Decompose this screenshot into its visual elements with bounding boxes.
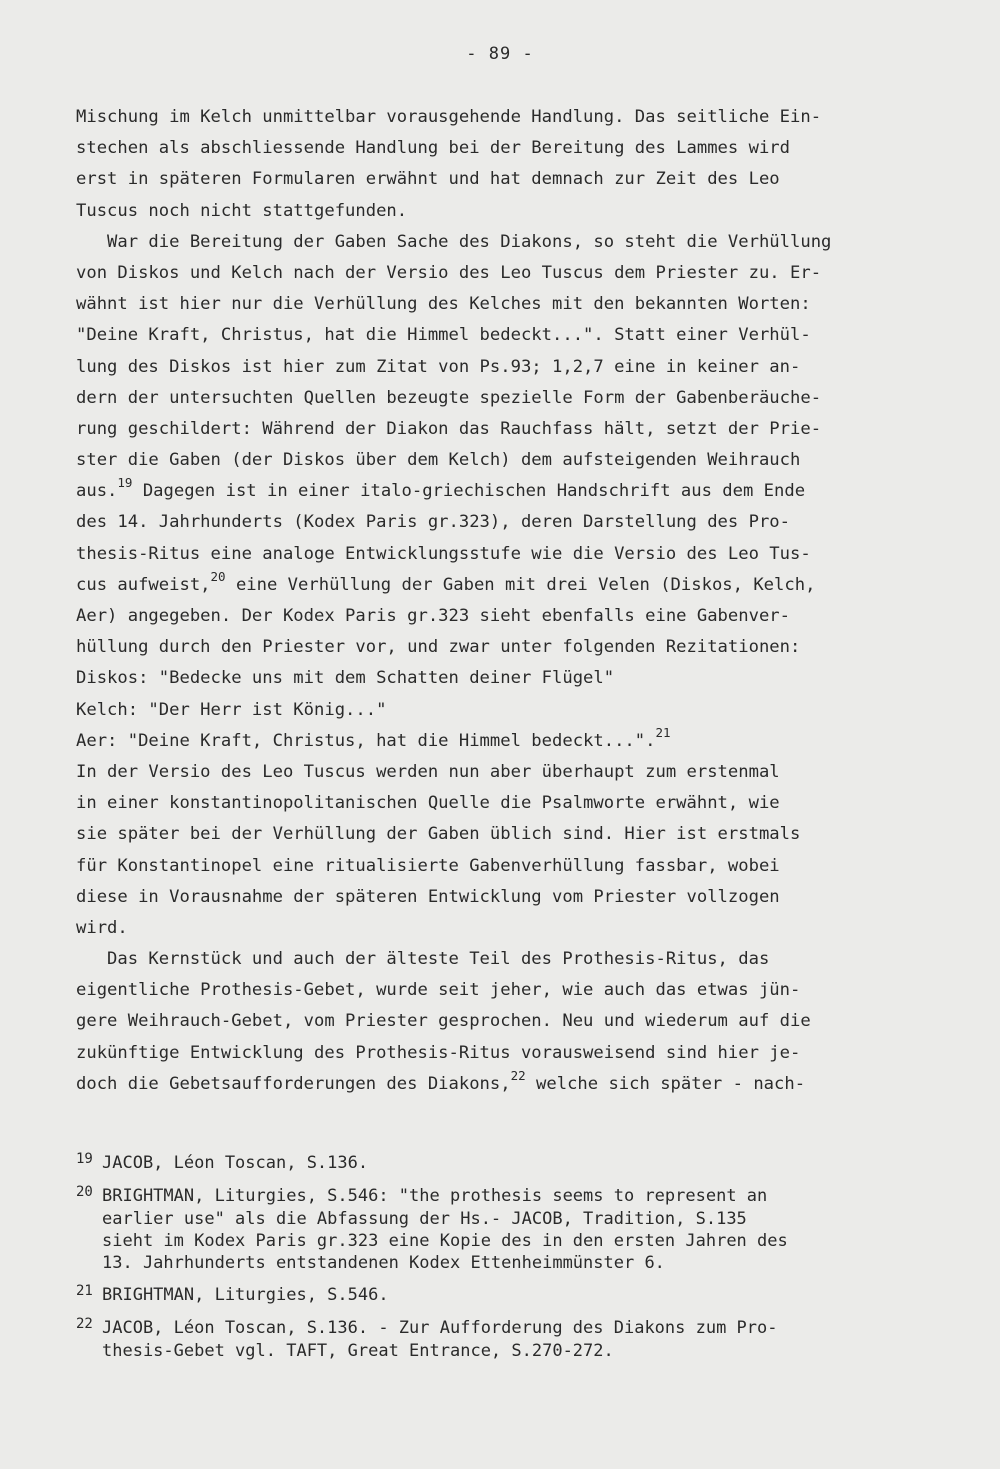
footnote-reference: 20 xyxy=(210,568,226,584)
text-line xyxy=(76,601,926,632)
text-line xyxy=(76,133,926,164)
footnote-number: 21 xyxy=(76,1283,93,1299)
text-line xyxy=(76,851,926,882)
footnote-line xyxy=(76,1230,936,1252)
text-line xyxy=(76,819,926,850)
text-segment: eine Verhüllung der Gaben mit drei Velen (Diskos, Kelch, xyxy=(225,574,816,595)
text-segment: in einer konstantinopolitanischen Quelle die Psalmworte erwähnt, wie xyxy=(76,793,780,814)
footnote-text: JACOB, Léon Toscan, S.136. xyxy=(102,1153,369,1173)
text-line xyxy=(76,414,926,445)
text-line xyxy=(76,788,926,819)
text-line xyxy=(76,757,926,788)
text-line xyxy=(76,913,926,944)
page-number: - 89 - xyxy=(466,44,534,64)
text-segment: lung des Diskos ist hier zum Zitat von Ps.93; 1,2,7 eine in keiner an- xyxy=(76,356,801,377)
text-segment: wird. xyxy=(76,917,128,938)
text-segment: zukünftige Entwicklung des Prothesis-Ritus vorausweisend sind hier je- xyxy=(76,1042,801,1063)
text-segment: des 14. Jahrhunderts (Kodex Paris gr.323), deren Darstellung des Pro- xyxy=(76,512,790,533)
text-segment: wähnt ist hier nur die Verhüllung des Kelches mit den bekannten Worten: xyxy=(76,294,811,315)
text-line xyxy=(76,882,926,913)
footnote-line xyxy=(76,1185,936,1208)
text-segment: sie später bei der Verhüllung der Gaben üblich sind. Hier ist erstmals xyxy=(76,824,801,845)
text-segment: erst in späteren Formularen erwähnt und hat demnach zur Zeit des Leo xyxy=(76,169,780,190)
text-segment: aus. xyxy=(76,481,118,502)
footnote-number: 22 xyxy=(76,1316,93,1332)
text-line xyxy=(76,695,926,726)
footnote-number: 19 xyxy=(76,1151,93,1167)
text-line xyxy=(76,352,926,383)
text-segment: stechen als abschliessende Handlung bei der Bereitung des Lammes wird xyxy=(76,138,790,159)
footnote-text: sieht im Kodex Paris gr.323 eine Kopie des in den ersten Jahren des xyxy=(102,1231,788,1251)
text-line xyxy=(76,320,926,351)
footnote xyxy=(76,1284,936,1307)
text-segment: War die Bereitung der Gaben Sache des Diakons, so steht die Verhüllung xyxy=(76,231,832,252)
footnote-line xyxy=(76,1284,936,1307)
footnote-line xyxy=(76,1208,936,1230)
text-line xyxy=(76,944,926,975)
text-segment: Mischung im Kelch unmittelbar vorausgehende Handlung. Das seitliche Ein- xyxy=(76,107,822,127)
footnote-line xyxy=(76,1340,936,1362)
text-segment: Diskos: "Bedecke uns mit dem Schatten deiner Flügel" xyxy=(76,668,615,689)
text-segment: rung geschildert: Während der Diakon das Rauchfass hält, setzt der Prie- xyxy=(76,418,822,439)
footnote-reference: 22 xyxy=(510,1067,526,1083)
text-segment: thesis-Ritus eine analoge Entwicklungsstufe wie die Versio des Leo Tus- xyxy=(76,543,811,564)
text-line xyxy=(76,196,926,227)
footnote-text: BRIGHTMAN, Liturgies, S.546: "the prothesis seems to represent an xyxy=(102,1186,768,1206)
footnote-text: earlier use" als die Abfassung der Hs.- JACOB, Tradition, S.135 xyxy=(102,1209,747,1229)
text-segment: In der Versio des Leo Tuscus werden nun aber überhaupt zum erstenmal xyxy=(76,761,780,782)
footnote-text: BRIGHTMAN, Liturgies, S.546. xyxy=(102,1285,389,1305)
text-segment: Aer) angegeben. Der Kodex Paris gr.323 sieht ebenfalls eine Gabenver- xyxy=(76,606,790,626)
footnotes xyxy=(76,1152,936,1372)
footnote-line xyxy=(76,1152,936,1175)
text-line xyxy=(76,476,926,507)
footnote-reference: 19 xyxy=(117,475,133,491)
text-segment: hüllung durch den Priester vor, und zwar unter folgenden Rezitationen: xyxy=(76,637,801,658)
text-line xyxy=(76,445,926,476)
text-segment: Tuscus noch nicht stattgefunden. xyxy=(76,200,408,221)
footnote xyxy=(76,1185,936,1274)
footnote-text: thesis-Gebet vgl. TAFT, Great Entrance, S.270-272. xyxy=(102,1341,614,1361)
footnote-line xyxy=(76,1317,936,1340)
text-segment: eigentliche Prothesis-Gebet, wurde seit jeher, wie auch das etwas jün- xyxy=(76,980,801,1001)
text-line xyxy=(76,383,926,414)
text-line xyxy=(76,1069,926,1100)
text-line xyxy=(76,507,926,538)
footnote-line xyxy=(76,1252,936,1274)
body-text xyxy=(76,102,926,1100)
text-line xyxy=(76,539,926,570)
text-segment: Dagegen ist in einer italo-griechischen Handschrift aus dem Ende xyxy=(132,481,806,502)
text-line xyxy=(76,102,926,133)
text-line xyxy=(76,164,926,195)
text-line xyxy=(76,726,926,757)
footnote-number: 20 xyxy=(76,1184,93,1200)
text-line xyxy=(76,1038,926,1069)
footnote-text: JACOB, Léon Toscan, S.136. - Zur Aufforderung des Diakons zum Pro- xyxy=(102,1318,778,1338)
text-line xyxy=(76,570,926,601)
footnote xyxy=(76,1317,936,1362)
text-line xyxy=(76,1006,926,1037)
text-segment: Kelch: "Der Herr ist König..." xyxy=(76,699,387,720)
text-segment: Das Kernstück und auch der älteste Teil des Prothesis-Ritus, das xyxy=(76,949,770,970)
text-line xyxy=(76,663,926,694)
text-segment: diese in Vorausnahme der späteren Entwicklung vom Priester vollzogen xyxy=(76,886,780,907)
footnote xyxy=(76,1152,936,1175)
text-segment: welche sich später - nach- xyxy=(525,1073,806,1094)
text-segment: gere Weihrauch-Gebet, vom Priester gesprochen. Neu und wiederum auf die xyxy=(76,1011,811,1032)
text-segment: doch die Gebetsaufforderungen des Diakons, xyxy=(76,1073,511,1094)
text-line xyxy=(76,975,926,1006)
text-line xyxy=(76,227,926,258)
text-segment: von Diskos und Kelch nach der Versio des Leo Tuscus dem Priester zu. Er- xyxy=(76,262,822,283)
footnote-reference: 21 xyxy=(655,724,671,740)
text-segment: für Konstantinopel eine ritualisierte Gabenverhüllung fassbar, wobei xyxy=(76,855,780,876)
text-line xyxy=(76,258,926,289)
text-segment: "Deine Kraft, Christus, hat die Himmel bedeckt...". Statt einer Verhül- xyxy=(76,325,811,346)
text-line xyxy=(76,632,926,663)
text-segment: ster die Gaben (der Diskos über dem Kelch) dem aufsteigenden Weihrauch xyxy=(76,450,801,471)
text-segment: cus aufweist, xyxy=(76,574,211,595)
text-segment: dern der untersuchten Quellen bezeugte spezielle Form der Gabenberäuche- xyxy=(76,387,822,408)
text-line xyxy=(76,289,926,320)
footnote-text: 13. Jahrhunderts entstandenen Kodex Ettenheimmünster 6. xyxy=(102,1253,665,1273)
text-segment: Aer: "Deine Kraft, Christus, hat die Himmel bedeckt...". xyxy=(76,730,656,751)
